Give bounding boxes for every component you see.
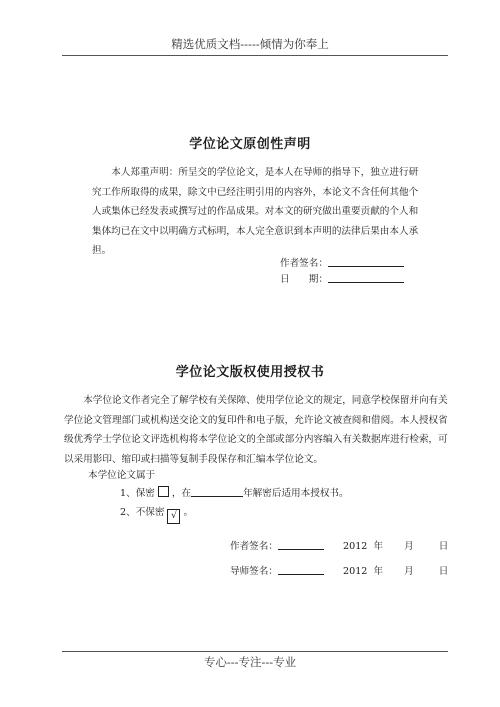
author-signature-blank[interactable] bbox=[328, 256, 404, 267]
authorization-author-date bbox=[343, 538, 448, 552]
originality-author-signature bbox=[280, 255, 404, 269]
authorization-body: 本学位论文作者完全了解学校有关保障、使用学位论文的规定，同意学校保留并向有关学位论文管理部门或机构送交论文的复印件和电子版，允许论文被查阅和借阅。本人授权省级优秀学士学位论文评选机构将本学位论文的全部或部分内容编入有关数据库进行检索，可以采用影印、缩印或扫描等复制手段保存和汇编本学位论文。 bbox=[64, 395, 448, 465]
option2-prefix: 2、不保密 bbox=[120, 507, 165, 518]
check-mark-icon: √ bbox=[171, 511, 177, 521]
option1-mid: ，在 bbox=[171, 488, 192, 499]
author-year: 2012 bbox=[343, 541, 368, 552]
header-divider bbox=[62, 55, 448, 56]
auth-author-label: 作者签名： bbox=[230, 541, 278, 552]
authorization-title: 学位论文版权使用授权书 bbox=[175, 365, 325, 380]
supervisor-year: 2012 bbox=[343, 566, 368, 577]
auth-author-blank[interactable] bbox=[278, 539, 324, 550]
not-confidential-checkbox[interactable] bbox=[167, 509, 180, 524]
date-blank[interactable] bbox=[328, 272, 404, 283]
belongs-label: 本学位论文属于 bbox=[88, 470, 156, 481]
supervisor-blank[interactable] bbox=[278, 564, 324, 575]
page-header: 精选优质文档-----倾情为你奉上 bbox=[171, 37, 329, 51]
authorization-supervisor-date bbox=[343, 563, 448, 577]
declassify-year-blank[interactable] bbox=[191, 486, 243, 497]
supervisor-day-unit: 日 bbox=[438, 566, 449, 577]
option-not-confidential bbox=[120, 504, 193, 524]
option1-prefix: 1、保密 bbox=[120, 488, 155, 499]
supervisor-year-unit: 年 bbox=[373, 566, 384, 577]
authorization-author-signature bbox=[230, 538, 324, 552]
author-year-unit: 年 bbox=[373, 541, 384, 552]
authorization-supervisor-signature bbox=[230, 563, 324, 577]
date-label: 日 期： bbox=[280, 274, 328, 285]
author-signature-label: 作者签名： bbox=[280, 258, 328, 269]
originality-body: 本人郑重声明：所呈交的学位论文，是本人在导师的指导下，独立进行研究工作所取得的成果，除文中已经注明引用的内容外，本论文不含任何其他个人或集体已经发表或撰写过的作品成果。对本文的研究做出重要贡献的个人和集体均已在文中以明确方式标明，本人完全意识到本声明的法律后果由本人承担。 bbox=[92, 167, 419, 256]
originality-title: 学位论文原创性声明 bbox=[189, 137, 311, 152]
author-day-unit: 日 bbox=[438, 541, 449, 552]
author-month-unit: 月 bbox=[404, 541, 414, 552]
page-footer: 专心---专注---专业 bbox=[203, 655, 297, 669]
supervisor-month-unit: 月 bbox=[404, 566, 414, 577]
option1-suffix: 年解密后适用本授权书。 bbox=[243, 488, 349, 499]
option-confidential bbox=[120, 485, 349, 499]
originality-date bbox=[280, 271, 404, 285]
footer-divider bbox=[62, 651, 448, 652]
supervisor-label: 导师签名： bbox=[230, 566, 278, 577]
confidential-checkbox[interactable] bbox=[158, 486, 169, 497]
option2-suffix: 。 bbox=[183, 507, 194, 518]
